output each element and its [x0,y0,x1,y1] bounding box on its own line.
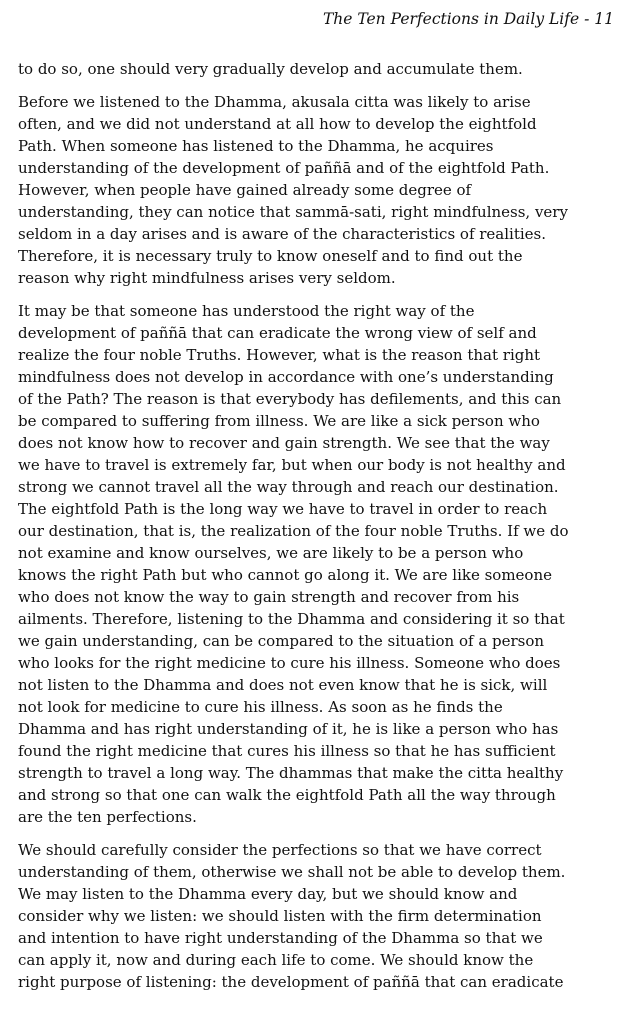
paragraph [18,58,616,80]
text-line: our destination, that is, the realization of the four noble Truths. If we do [18,522,569,540]
text-line: knows the right Path but who cannot go along it. We are like someone [18,566,553,584]
text-line: not listen to the Dhamma and does not even know that he is sick, will [18,676,548,694]
text-line: understanding, they can notice that sammā-sati, right mindfulness, very [18,203,568,221]
text-line: ailments. Therefore, listening to the Dhamma and considering it so that [18,610,565,628]
text-line: Path. When someone has listened to the Dhamma, he acquires [18,137,494,155]
text-line: It may be that someone has understood the right way of the [18,302,475,320]
text-line: Therefore, it is necessary truly to know oneself and to find out the [18,247,523,265]
text-line: seldom in a day arises and is aware of the characteristics of realities. [18,225,547,243]
text-line: strong we cannot travel all the way through and reach our destination. [18,478,559,496]
text-line: strength to travel a long way. The dhammas that make the citta healthy [18,764,564,782]
text-line: We should carefully consider the perfections so that we have correct [18,841,542,859]
running-header: The Ten Perfections in Daily Life - 11 [322,10,614,28]
text-line: realize the four noble Truths. However, what is the reason that right [18,346,541,364]
paragraph [18,839,616,993]
text-line: right purpose of listening: the development of paññā that can eradicate [18,973,564,991]
text-line: Before we listened to the Dhamma, akusala citta was likely to arise [18,93,531,111]
text-line: and intention to have right understanding of the Dhamma so that we [18,929,543,947]
text-line: found the right medicine that cures his illness so that he has sufficient [18,742,556,760]
text-line: reason why right mindfulness arises very seldom. [18,269,396,287]
text-line: We may listen to the Dhamma every day, but we should know and [18,885,518,903]
text-line: The eightfold Path is the long way we have to travel in order to reach [18,500,548,518]
text-line: development of paññā that can eradicate the wrong view of self and [18,324,537,342]
text-line: be compared to suffering from illness. We are like a sick person who [18,412,540,430]
text-line: mindfulness does not develop in accordance with one’s understanding [18,368,554,386]
text-line: Dhamma and has right understanding of it, he is like a person who has [18,720,559,738]
text-line: we gain understanding, can be compared to the situation of a person [18,632,545,650]
text-line: understanding of them, otherwise we shall not be able to develop them. [18,863,566,881]
paragraph [18,91,616,289]
text-line: However, when people have gained already some degree of [18,181,472,199]
text-line: does not know how to recover and gain strength. We see that the way [18,434,550,452]
text-line: are the ten perfections. [18,808,197,826]
text-line: we have to travel is extremely far, but when our body is not healthy and [18,456,566,474]
text-line: of the Path? The reason is that everybody has defilements, and this can [18,390,562,408]
text-line: can apply it, now and during each life to come. We should know the [18,951,534,969]
text-line: to do so, one should very gradually develop and accumulate them. [18,60,523,78]
body-text [18,58,616,1004]
text-line: who looks for the right medicine to cure his illness. Someone who does [18,654,561,672]
text-line: not examine and know ourselves, we are likely to be a person who [18,544,524,562]
text-line: consider why we listen: we should listen with the firm determination [18,907,542,925]
text-line: who does not know the way to gain strength and recover from his [18,588,520,606]
text-line: not look for medicine to cure his illness. As soon as he finds the [18,698,503,716]
paragraph [18,300,616,828]
text-line: understanding of the development of paññā and of the eightfold Path. [18,159,550,177]
text-line: often, and we did not understand at all how to develop the eightfold [18,115,537,133]
text-line: and strong so that one can walk the eightfold Path all the way through [18,786,556,804]
